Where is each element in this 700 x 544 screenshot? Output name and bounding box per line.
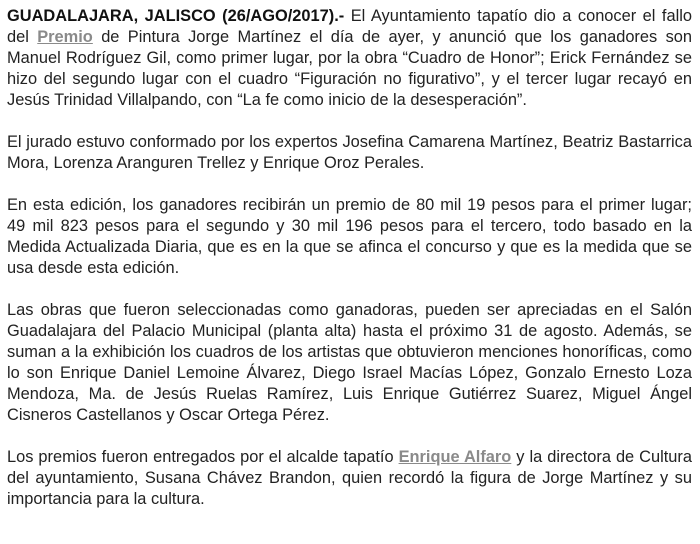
paragraph-1-text-a: El Ayuntamiento tapatío dio a conocer el fallo del <box>7 7 692 46</box>
paragraph-5-text-b: y la directora de Cultura del ayuntamiento, Susana Chávez Brandon, quien recordó la figura de Jorge Martínez y su importancia para la cultura. <box>7 448 692 508</box>
paragraph-1-text-b: de Pintura Jorge Martínez el día de ayer, y anunció que los ganadores son Manuel Rodríguez Gil, como primer lugar, por la obra “Cuadro de Honor”; Erick Fernández se hizo del segundo lugar con el cuadro “Figuración no figurativo”, y el tercer lugar recayó en Jesús Trinidad Villalpando, con “La fe como inicio de la desesperación”. <box>7 28 692 109</box>
paragraph-5-text-a: Los premios fueron entregados por el alcalde tapatío <box>7 448 399 466</box>
enrique-alfaro-link[interactable]: Enrique Alfaro <box>398 448 512 466</box>
paragraph-2: El jurado estuvo conformado por los expertos Josefina Camarena Martínez, Beatriz Bastarrica Mora, Lorenza Aranguren Trellez y Enrique Oroz Perales. <box>7 133 692 172</box>
dateline: GUADALAJARA, JALISCO (26/AGO/2017).- <box>7 7 345 25</box>
premio-link[interactable]: Premio <box>37 28 93 46</box>
paragraph-3: En esta edición, los ganadores recibirán un premio de 80 mil 19 pesos para el primer lugar; 49 mil 823 pesos para el segundo y 30 mil 196 pesos para el tercero, todo basado en la Medida Actualizada Diaria, que es en la que se afinca el concurso y que es la medida que se usa desde esta edición. <box>7 196 692 277</box>
paragraph-4: Las obras que fueron seleccionadas como ganadoras, pueden ser apreciadas en el Salón Guadalajara del Palacio Municipal (planta alta) hasta el próximo 31 de agosto. Además, se suman a la exhibición los cuadros de los artistas que obtuvieron menciones honoríficas, como lo son Enrique Daniel Lemoine Álvarez, Diego Israel Macías López, Gonzalo Ernesto Loza Mendoza, Ma. de Jesús Ruelas Ramírez, Luis Enrique Gutiérrez Suarez, Miguel Ángel Cisneros Castellanos y Oscar Ortega Pérez. <box>7 301 692 424</box>
paragraph-5 <box>7 447 692 510</box>
paragraph-1 <box>7 6 692 111</box>
